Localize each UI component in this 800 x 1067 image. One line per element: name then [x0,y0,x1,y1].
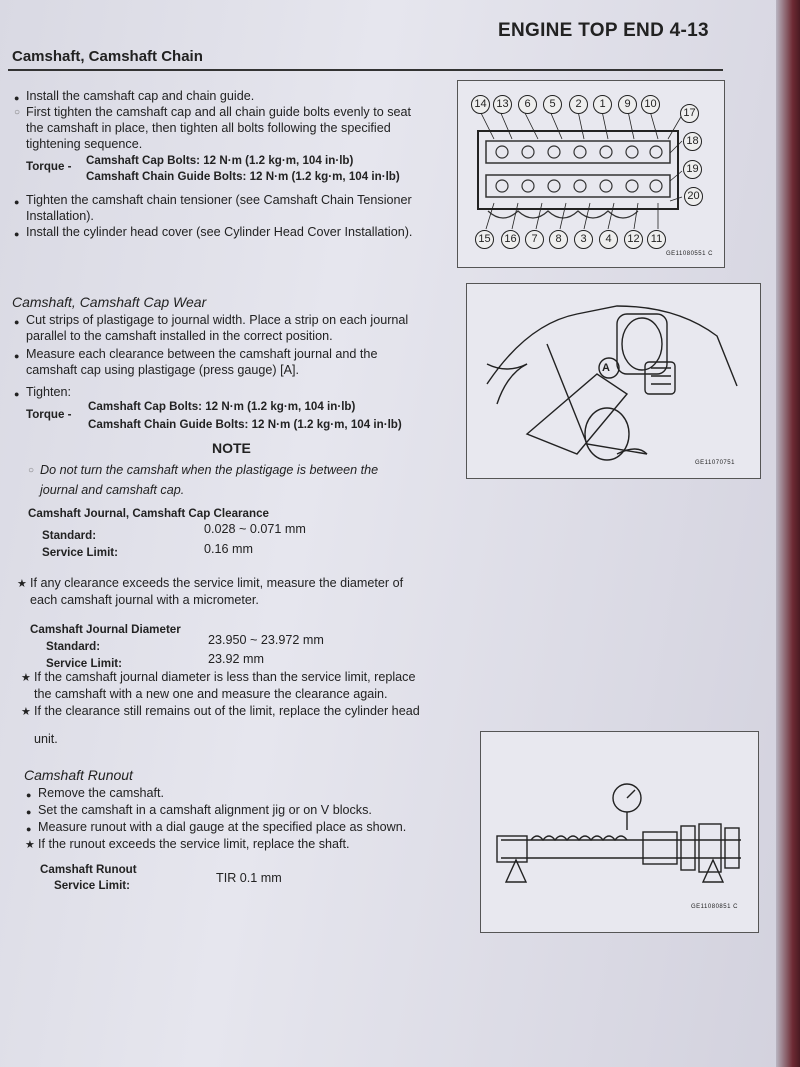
install-sub-1c: tightening sequence. [26,137,143,151]
runout-limit-value: TIR 0.1 mm [216,871,282,885]
wear-bullet-2b: camshaft cap using plastigage (press gauge) [A]. [26,363,300,377]
sequence-number-right-4: 20 [684,187,703,206]
figure-code: GE11070751 [695,460,735,466]
star-1b: each camshaft journal with a micrometer. [30,593,259,607]
runout-bullet-2: ● Set the camshaft in a camshaft alignment jig or on V blocks. [38,802,372,818]
wear-torque-2: Camshaft Chain Guide Bolts: 12 N·m (1.2 kg·m, 104 in·lb) [88,418,402,431]
note-line-b: journal and camshaft cap. [40,483,185,497]
diameter-limit-label: Service Limit: [46,657,123,670]
sequence-number-right-1: 17 [680,104,699,123]
runout-bullet-1: ● Remove the camshaft. [38,785,164,801]
install-torque-2: Camshaft Chain Guide Bolts: 12 N·m (1.2 kg·m, 104 in·lb) [86,170,400,183]
running-header: ENGINE TOP END 4-13 [498,20,709,41]
wear-bullet-1a: ● Cut strips of plastigage to journal width. Place a strip on each journal [26,312,408,328]
note-line-a: ○ Do not turn the camshaft when the plastigage is between the [40,462,378,478]
install-sub-1b: the camshaft in place, then tighten all bolts following the specified [26,121,391,135]
sequence-number-bottom-1: 15 [475,230,494,249]
sequence-number-top-2: 13 [493,95,512,114]
wear-torque-label: Torque - [26,408,72,421]
sequence-number-bottom-3: 7 [525,230,544,249]
camshaft-plastigage-drawing [467,284,760,478]
sequence-number-top-7: 9 [618,95,637,114]
diameter-standard-label: Standard: [46,640,101,653]
install-bullet-2b: Installation). [26,209,94,223]
star-2b: the camshaft with a new one and measure the clearance again. [34,687,388,701]
sequence-number-bottom-8: 11 [647,230,666,249]
clearance-limit-label: Service Limit: [42,546,119,559]
runout-bullet-3: ● Measure runout with a dial gauge at the specified place as shown. [38,819,406,835]
sequence-number-top-1: 14 [471,95,490,114]
install-torque-1: Camshaft Cap Bolts: 12 N·m (1.2 kg·m, 104 in·lb) [86,154,354,167]
camshaft-runout-drawing [481,732,758,932]
wear-bullet-2a: ● Measure each clearance between the camshaft journal and the [26,346,377,362]
runout-star-1: ★ If the runout exceeds the service limit, replace the shaft. [38,836,350,852]
figure-code: GE11080551 C [666,251,713,257]
diameter-limit-value: 23.92 mm [208,652,264,666]
sequence-number-top-3: 6 [518,95,537,114]
sequence-number-top-5: 2 [569,95,588,114]
clearance-standard-value: 0.028 ~ 0.071 mm [204,522,306,536]
install-bullet-2a: ● Tighten the camshaft chain tensioner (see Camshaft Chain Tensioner [26,192,412,208]
star-1a: ★ If any clearance exceeds the service limit, measure the diameter of [30,575,403,591]
wear-bullet-3: ● Tighten: [26,384,71,400]
label-a: A [602,362,610,374]
sequence-number-right-2: 18 [683,132,702,151]
sequence-number-bottom-7: 12 [624,230,643,249]
sequence-number-right-3: 19 [683,160,702,179]
clearance-standard-label: Standard: [42,529,97,542]
book-edge [776,0,800,1067]
sequence-number-bottom-2: 16 [501,230,520,249]
install-sub-1a: ○ First tighten the camshaft cap and all chain guide bolts evenly to seat [26,104,411,120]
install-bullet-3: ● Install the cylinder head cover (see Cylinder Head Cover Installation). [26,224,412,240]
plastigage-figure [466,283,761,479]
header-rule [8,69,723,71]
star-3b: unit. [34,732,58,746]
bolt-sequence-figure [457,80,725,268]
sequence-number-bottom-4: 8 [549,230,568,249]
runout-limit-label: Service Limit: [54,879,131,892]
clearance-spec-title: Camshaft Journal, Camshaft Cap Clearance [28,507,269,520]
star-3a: ★ If the clearance still remains out of the limit, replace the cylinder head [34,703,420,719]
wear-torque-1: Camshaft Cap Bolts: 12 N·m (1.2 kg·m, 104 in·lb) [88,400,356,413]
sequence-number-bottom-5: 3 [574,230,593,249]
diameter-standard-value: 23.950 ~ 23.972 mm [208,633,324,647]
install-bullet-1: ● Install the camshaft cap and chain guide. [26,88,254,104]
sequence-number-top-6: 1 [593,95,612,114]
figure-code: GE11080851 C [691,904,738,910]
star-2a: ★ If the camshaft journal diameter is less than the service limit, replace [34,669,415,685]
wear-bullet-1b: parallel to the camshaft installed in the correct position. [26,329,333,343]
diameter-spec-title: Camshaft Journal Diameter [30,623,181,636]
sequence-number-bottom-6: 4 [599,230,618,249]
section-title: Camshaft, Camshaft Chain [12,48,203,65]
runout-title: Camshaft Runout [24,767,133,783]
wear-title: Camshaft, Camshaft Cap Wear [12,294,207,310]
sequence-number-top-8: 10 [641,95,660,114]
runout-figure [480,731,759,933]
runout-spec-title: Camshaft Runout [40,863,137,876]
install-torque-label: Torque - [26,160,72,173]
clearance-limit-value: 0.16 mm [204,542,253,556]
sequence-number-top-4: 5 [543,95,562,114]
note-title: NOTE [212,440,251,456]
